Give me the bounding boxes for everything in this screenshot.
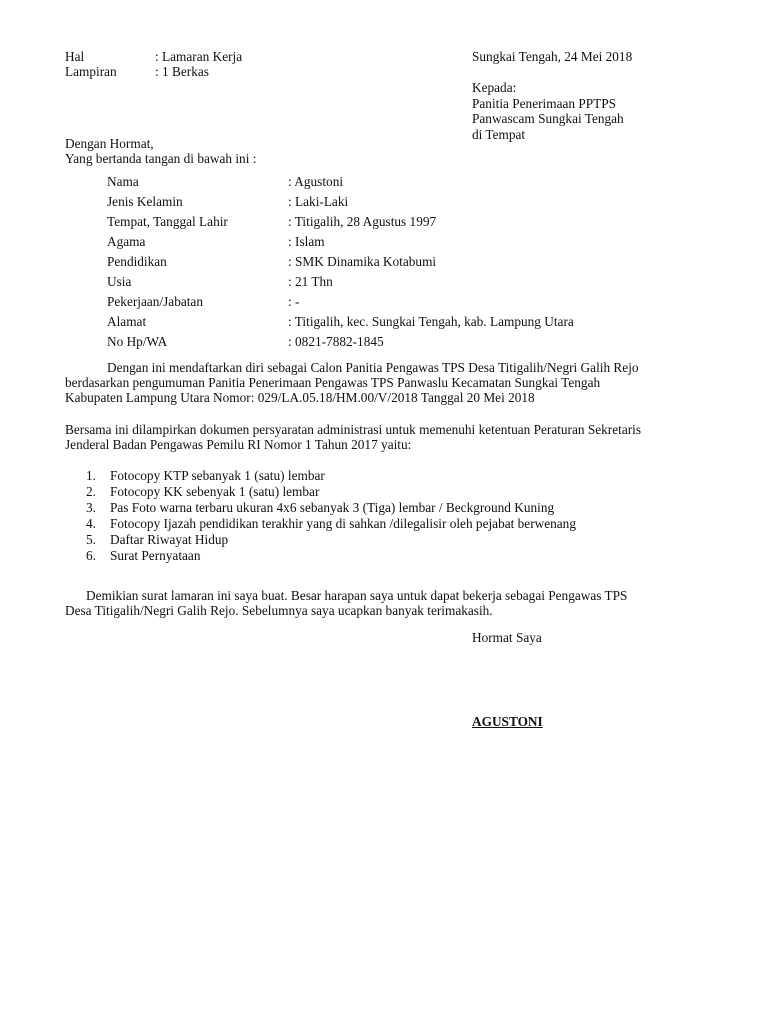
identity-label: Pekerjaan/Jabatan xyxy=(107,294,203,309)
list-text: Pas Foto warna terbaru ukuran 4x6 sebanyak 3 (Tiga) lembar / Beckground Kuning xyxy=(110,500,555,515)
list-item xyxy=(86,500,554,516)
identity-label: Alamat xyxy=(107,314,147,329)
identity-label: Nama xyxy=(107,174,139,189)
list-number: 6. xyxy=(86,548,96,563)
list-item xyxy=(86,484,319,500)
para1-line-3: Kabupaten Lampung Utara Nomor: 029/LA.05.18/HM.00/V/2018 Tanggal 20 Mei 2018 xyxy=(65,390,535,405)
para1-line-2: berdasarkan pengumuman Panitia Penerimaan Pengawas TPS Panwaslu Kecamatan Sungkai Tengah xyxy=(65,375,601,390)
identity-label: Tempat, Tanggal Lahir xyxy=(107,214,228,229)
identity-label: Usia xyxy=(107,274,132,289)
list-item xyxy=(86,516,576,532)
list-text: Fotocopy KK sebenyak 1 (satu) lembar xyxy=(110,484,320,499)
list-text: Daftar Riwayat Hidup xyxy=(110,532,229,547)
closing-line-2: Desa Titigalih/Negri Galih Rejo. Sebelumnya saya ucapkan banyak terimakasih. xyxy=(65,603,493,618)
list-text: Fotocopy Ijazah pendidikan terakhir yang di sahkan /dilegalisir oleh pejabat berwenang xyxy=(110,516,576,531)
place-date: Sungkai Tengah, 24 Mei 2018 xyxy=(472,49,633,64)
recipient-line-3: Panwascam Sungkai Tengah xyxy=(472,111,624,126)
signer-name: AGUSTONI xyxy=(472,714,543,729)
identity-label: Jenis Kelamin xyxy=(107,194,183,209)
list-number: 5. xyxy=(86,532,96,547)
identity-value: : 21 Thn xyxy=(288,274,333,289)
list-item xyxy=(86,468,325,484)
greeting-line-2: Yang bertanda tangan di bawah ini : xyxy=(65,151,257,166)
greeting-line-1: Dengan Hormat, xyxy=(65,136,154,151)
identity-value: : SMK Dinamika Kotabumi xyxy=(288,254,437,269)
list-number: 4. xyxy=(86,516,96,531)
list-number: 2. xyxy=(86,484,96,499)
identity-value: : Islam xyxy=(288,234,325,249)
lampiran-label: Lampiran xyxy=(65,64,117,79)
hal-label: Hal xyxy=(65,49,85,64)
recipient-line-1: Kepada: xyxy=(472,80,517,95)
recipient-line-4: di Tempat xyxy=(472,127,526,142)
list-number: 3. xyxy=(86,500,96,515)
regards: Hormat Saya xyxy=(472,630,542,645)
hal-value: : Lamaran Kerja xyxy=(155,49,243,64)
para1-line-1: Dengan ini mendaftarkan diri sebagai Calon Panitia Pengawas TPS Desa Titigalih/Negri Galih Rejo xyxy=(107,360,639,375)
identity-value: : Titigalih, 28 Agustus 1997 xyxy=(288,214,437,229)
list-item xyxy=(86,532,228,548)
identity-value: : Agustoni xyxy=(288,174,344,189)
identity-label: Pendidikan xyxy=(107,254,167,269)
recipient-line-2: Panitia Penerimaan PPTPS xyxy=(472,96,617,111)
lampiran-value: : 1 Berkas xyxy=(155,64,209,79)
closing-line-1: Demikian surat lamaran ini saya buat. Besar harapan saya untuk dapat bekerja sebagai Pengawas TPS xyxy=(86,588,628,603)
identity-value: : Titigalih, kec. Sungkai Tengah, kab. Lampung Utara xyxy=(288,314,574,329)
identity-value: : Laki-Laki xyxy=(288,194,349,209)
identity-label: No Hp/WA xyxy=(107,334,168,349)
list-text: Fotocopy KTP sebanyak 1 (satu) lembar xyxy=(110,468,325,483)
identity-value: : 0821-7882-1845 xyxy=(288,334,384,349)
identity-value: : - xyxy=(288,294,300,309)
para2-line-1: Bersama ini dilampirkan dokumen persyaratan administrasi untuk memenuhi ketentuan Peraturan Sekretaris xyxy=(65,422,642,437)
identity-label: Agama xyxy=(107,234,146,249)
list-number: 1. xyxy=(86,468,96,483)
list-item xyxy=(86,548,200,564)
list-text: Surat Pernyataan xyxy=(110,548,201,563)
para2-line-2: Jenderal Badan Pengawas Pemilu RI Nomor 1 Tahun 2017 yaitu: xyxy=(65,437,412,452)
